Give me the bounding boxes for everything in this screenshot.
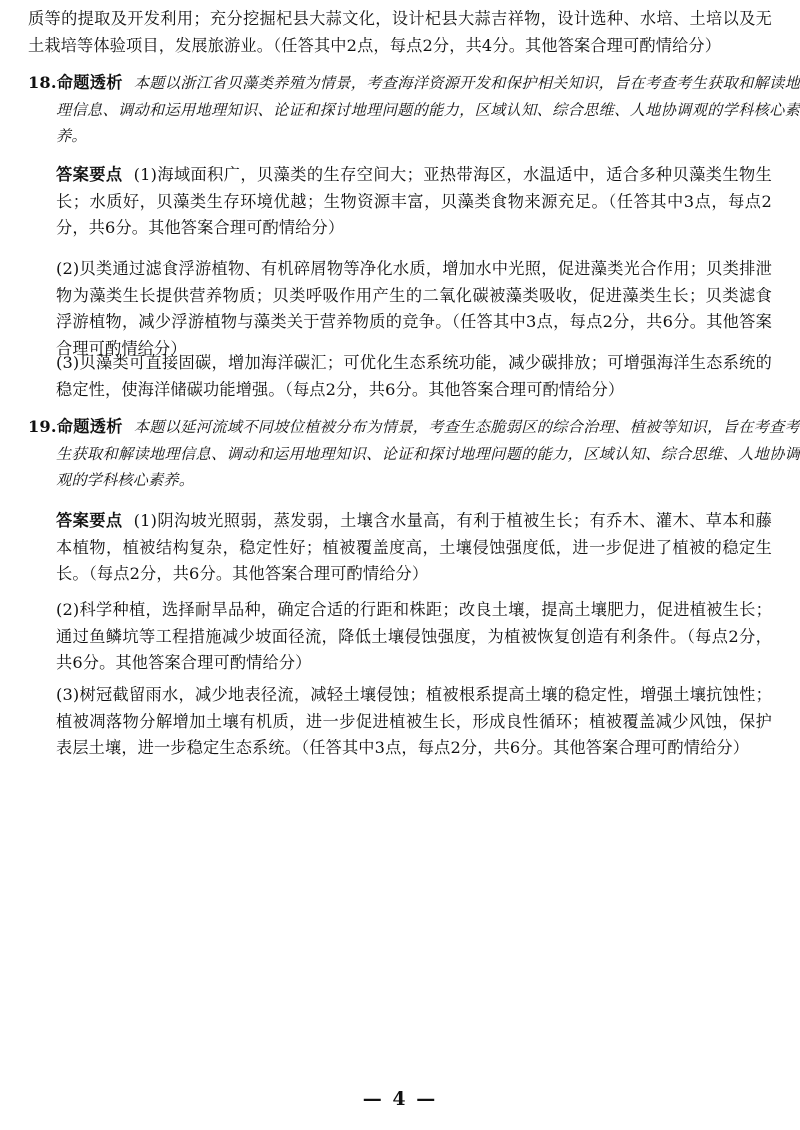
q19-answer-label: 答案要点 [56, 511, 123, 530]
q18-answer-3: (3)贝藻类可直接固碳，增加海洋碳汇；可优化生态系统功能，减少碳排放；可增强海洋生态系统的稳定性，使海洋储碳功能增强。（每点2分，共6分。其他答案合理可酌情给分） [56, 353, 772, 399]
q18-answer-1-text: (1)海域面积广，贝藻类的生存空间大；亚热带海区，水温适中，适合多种贝藻类生物生长；水质好，贝藻类生存环境优越；生物资源丰富，贝藻类食物来源充足。（任答其中3点，每点2分，共6分。其他答案合理可酌情给分） [56, 165, 772, 237]
q19-intent-label: 命题透析 [56, 417, 123, 436]
q19-answer-1 [56, 508, 772, 588]
q18-intent [28, 70, 800, 150]
q19-answer-3: (3)树冠截留雨水，减少地表径流，减轻土壤侵蚀；植被根系提高土壤的稳定性，增强土壤抗蚀性；植被凋落物分解增加土壤有机质，进一步促进植被生长，形成良性循环；植被覆盖减少风蚀，保护表层土壤，进一步稳定生态系统。（任答其中3点，每点2分，共6分。其他答案合理可酌情给分） [56, 685, 772, 757]
q18-answer-1 [56, 162, 772, 242]
q19-answer-2: (2)科学种植，选择耐旱品种，确定合适的行距和株距；改良土壤，提高土壤肥力，促进植被生长；通过鱼鳞坑等工程措施减少坡面径流，降低土壤侵蚀强度，为植被恢复创造有利条件。（每点2分，共6分。其他答案合理可酌情给分） [56, 600, 772, 672]
q18-number: 18. [28, 73, 57, 92]
q19-number: 19. [28, 417, 57, 436]
q18-answer-label: 答案要点 [56, 165, 123, 184]
q19-intent-text: 本题以延河流域不同坡位植被分布为情景，考查生态脆弱区的综合治理、植被等知识，旨在考查考生获取和解读地理信息、调动和运用地理知识、论证和探讨地理问题的能力，区域认知、综合思维、人地协调观的学科核心素养。 [56, 418, 800, 489]
q18-answer-2: (2)贝类通过滤食浮游植物、有机碎屑物等净化水质，增加水中光照，促进藻类光合作用；贝类排泄物为藻类生长提供营养物质；贝类呼吸作用产生的二氧化碳被藻类吸收，促进藻类生长；贝类滤食浮游植物，减少浮游植物与藻类关于营养物质的竞争。（任答其中3点，每点2分，共6分。其他答案合理可酌情给分） [56, 259, 772, 358]
q18-intent-label: 命题透析 [56, 73, 123, 92]
q17-continuation: 质等的提取及开发利用；充分挖掘杞县大蒜文化，设计杞县大蒜吉祥物，设计选种、水培、土培以及无土栽培等体验项目，发展旅游业。（任答其中2点，每点2分，共4分。其他答案合理可酌情给分） [28, 9, 772, 55]
q18-intent-text: 本题以浙江省贝藻类养殖为情景，考查海洋资源开发和保护相关知识，旨在考查考生获取和解读地理信息、调动和运用地理知识、论证和探讨地理问题的能力，区域认知、综合思维、人地协调观的学科核心素养。 [56, 74, 800, 145]
q19-intent [28, 414, 800, 494]
q19-answer-1-text: (1)阴沟坡光照弱，蒸发弱，土壤含水量高，有利于植被生长；有乔木、灌木、草本和藤本植物，植被结构复杂，稳定性好；植被覆盖度高，土壤侵蚀强度低，进一步促进了植被的稳定生长。（每点2分，共6分。其他答案合理可酌情给分） [56, 511, 772, 583]
page-number: — 4 — [362, 1088, 438, 1110]
